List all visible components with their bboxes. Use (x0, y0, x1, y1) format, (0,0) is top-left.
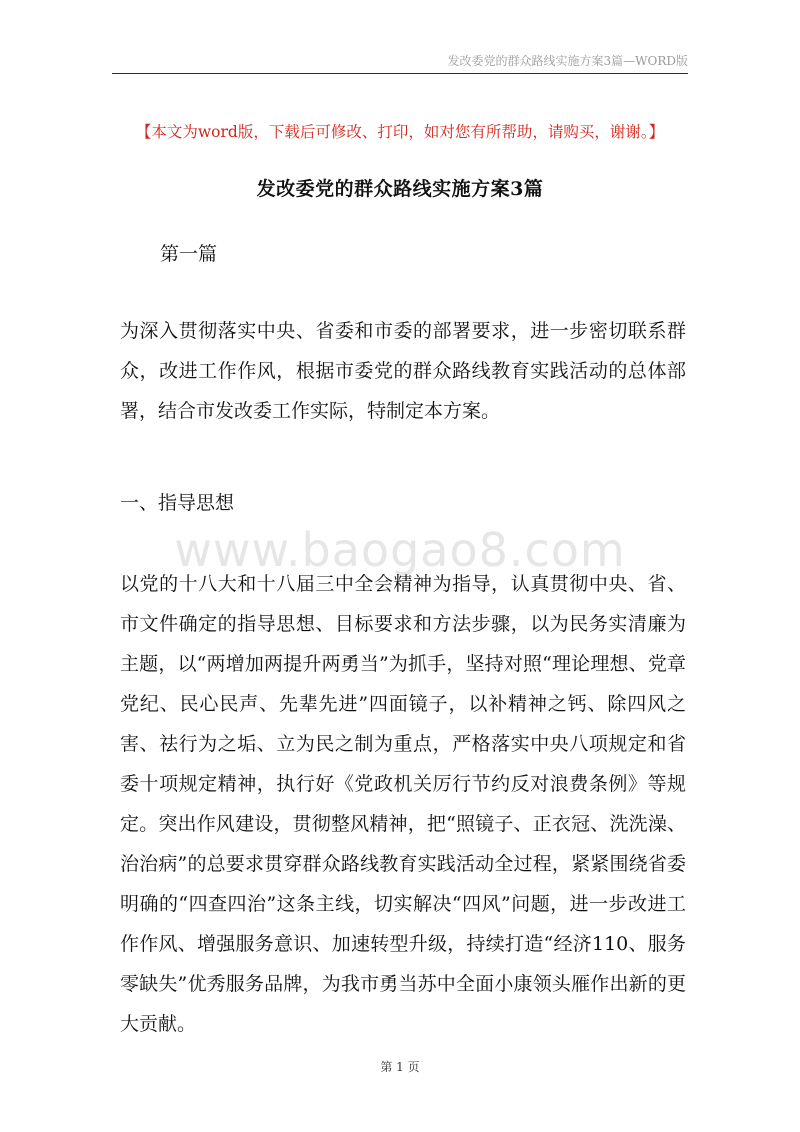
download-notice: 【本文为word版，下载后可修改、打印，如对您有所帮助，请购买，谢谢。】 (135, 123, 665, 141)
page-number: 第 1 页 (380, 1060, 420, 1074)
header-divider (112, 73, 688, 74)
section-heading: 一、指导思想 (120, 492, 235, 514)
intro-paragraph: 为深入贯彻落实中央、省委和市委的部署要求，进一步密切联系群众，改进工作作风，根据市委党的群众路线教育实践活动的总体部署，结合市发改委工作实际，特制定本方案。 (120, 320, 686, 422)
section-label: 第一篇 (160, 243, 218, 265)
running-header: 发改委党的群众路线实施方案3篇—WORD版 (447, 54, 688, 68)
document-title: 发改委党的群众路线实施方案3篇 (256, 178, 544, 200)
watermark: www.baogao8.com (174, 523, 626, 577)
body-paragraph: 以党的十八大和十八届三中全会精神为指导，认真贯彻中央、省、市文件确定的指导思想、目标要求和方法步骤，以为民务实清廉为主题，以“两增加两提升两勇当”为抓手，坚持对照“理论理想、党章党纪、民心民声、先辈先进”四面镜子，以补精神之钙、除四风之害、祛行为之垢、立为民之制为重点，严格落实中央八项规定和省委十项规定精神，执行好《党政机关厉行节约反对浪费条例》等规定。突出作风建设，贯彻整风精神，把“照镜子、正衣冠、洗洗澡、治治病”的总要求贯穿群众路线教育实践活动全过程，紧紧围绕省委明确的“四查四治”这条主线，切实解决“四风”问题，进一步改进工作作风、增强服务意识、加速转型升级，持续打造“经济110、服务零缺失”优秀服务品牌，为我市勇当苏中全面小康领头雁作出新的更大贡献。 (120, 573, 686, 1035)
